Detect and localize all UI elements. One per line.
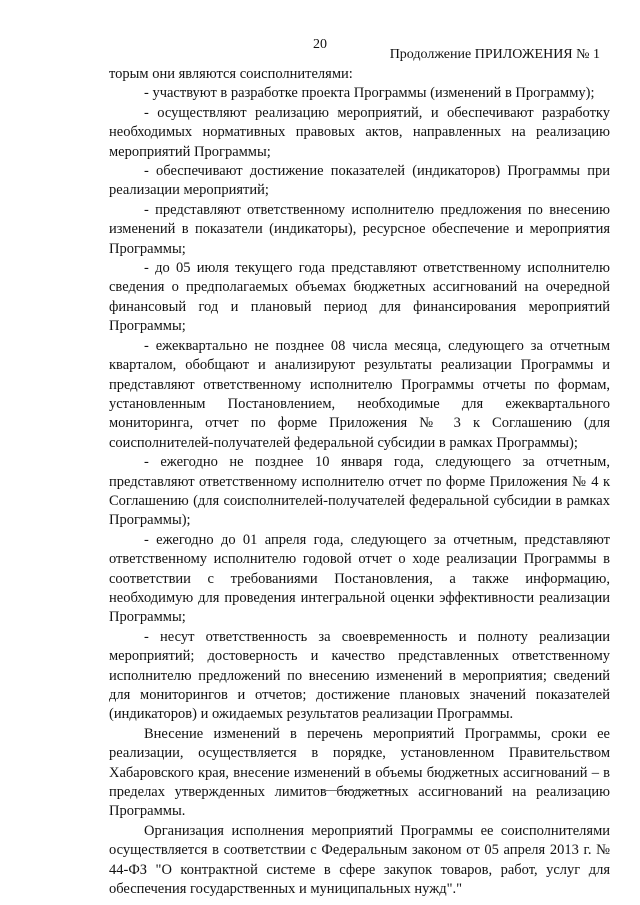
paragraph: Организация исполнения мероприятий Программы ее соисполнителями осуществляется в соответствии с Федеральным законом от 05 апреля 2013 г. № 44-ФЗ "О контрактной системе в сфере закупок товаров, работ, услуг для обеспечения государственных и муниципальных нужд"." xyxy=(109,822,610,898)
paragraph: - представляют ответственному исполнителю предложения по внесению изменений в показатели (индикаторы), ресурсное обеспечение и мероприятия Программы; xyxy=(109,201,610,257)
document-body xyxy=(109,65,610,899)
paragraph: - осуществляют реализацию мероприятий, и обеспечивают разработку необходимых нормативных правовых актов, направленных на реализацию мероприятий Программы; xyxy=(109,104,610,160)
paragraph: - ежеквартально не позднее 08 числа месяца, следующего за отчетным кварталом, обобщают и анализируют результаты реализации Программы и представляют ответственному исполнителю Программы отчеты по формам, установленным Постановлением, необходимые для ежеквартального мониторинга, отчет по форме Приложения № 3 к Соглашению (для соисполнителей-получателей федеральной субсидии в рамках Программы); xyxy=(109,337,610,451)
paragraph: - до 05 июля текущего года представляют ответственному исполнителю сведения о предполагаемых объемах бюджетных ассигнований на очередной финансовый год и плановый период для финансирования мероприятий Программы; xyxy=(109,260,610,335)
end-divider-line xyxy=(322,790,395,791)
paragraph: торым они являются соисполнителями: xyxy=(109,66,353,82)
paragraph: - ежегодно до 01 апреля года, следующего за отчетным, представляют ответственному исполнителю годовой отчет о ходе реализации Программы в соответствии с требованиями Постановления, а также информацию, необходимую для проведения интегральной оценки эффективности реализации Программы; xyxy=(109,531,610,626)
paragraph: - ежегодно не позднее 10 января года, следующего за отчетным, представляют ответственному исполнителю отчет по форме Приложения № 4 к Соглашению (для соисполнителей-получателей федеральной субсидии в рамках Программы); xyxy=(109,454,610,529)
paragraph: Внесение изменений в перечень мероприятий Программы, сроки ее реализации, осуществляется в порядке, установленном Правительством Хабаровского края, внесение изменений в объемы бюджетных ассигнований – в пределах утвержденных лимитов бюджетных ассигнований на реализацию Программы. xyxy=(109,725,610,820)
page-number: 20 xyxy=(313,37,327,52)
paragraph: - несут ответственность за своевременность и полноту реализации мероприятий; достоверность и качество представленных ответственному исполнителю предложений по внесению изменений в мероприятия; сведений для мониторингов и отчетов; достижение плановых значений показателей (индикаторов) и ожидаемых результатов реализации Программы. xyxy=(109,628,610,723)
running-header: Продолжение ПРИЛОЖЕНИЯ № 1 xyxy=(389,47,600,62)
paragraph: - участвуют в разработке проекта Программы (изменений в Программу); xyxy=(144,85,595,102)
paragraph: - обеспечивают достижение показателей (индикаторов) Программы при реализации мероприятий; xyxy=(109,163,610,199)
